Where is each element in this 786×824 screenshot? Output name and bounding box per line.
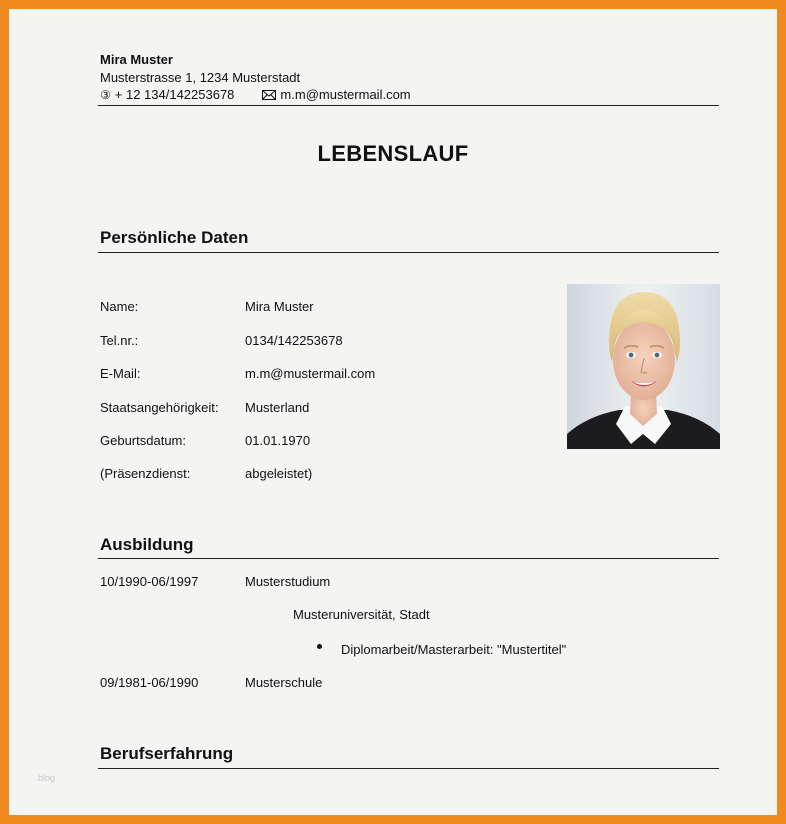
section-heading-personal: Persönliche Daten [100,228,249,247]
personal-value-nationality: Musterland [245,400,310,415]
contact-line [100,87,411,102]
personal-value-birthdate: 01.01.1970 [245,433,311,448]
education-title-1: Musterstudium [245,574,331,589]
personal-label-birthdate: Geburtsdatum: [100,433,186,448]
education-period-2: 09/1981-06/1990 [100,675,199,690]
header-divider [98,105,719,106]
portrait-photo [567,284,720,449]
bullet-icon [317,644,322,649]
personal-value-service: abgeleistet) [245,466,313,481]
education-period-1: 10/1990-06/1997 [100,574,199,589]
personal-value-email: m.m@mustermail.com [245,366,376,381]
envelope-icon [262,90,276,100]
section-divider-education [98,558,719,559]
education-detail-1: Musteruniversität, Stadt [293,607,430,622]
personal-label-email: E-Mail: [100,366,141,381]
section-heading-education: Ausbildung [100,535,194,554]
document-title: LEBENSLAUF [317,141,469,166]
applicant-address: Musterstrasse 1, 1234 Musterstadt [100,70,301,85]
personal-label-service: (Präsenzdienst: [100,466,191,481]
contact-email-block [262,87,410,102]
portrait-illustration [567,284,720,449]
phone-circle-icon: ③ [100,87,111,102]
contact-phone: + 12 134/142253678 [114,87,235,102]
personal-value-phone: 0134/142253678 [245,333,343,348]
section-divider-personal [98,252,719,253]
section-heading-experience: Berufserfahrung [100,744,234,763]
personal-label-name: Name: [100,299,139,314]
personal-value-name: Mira Muster [245,299,314,314]
section-divider-experience [98,768,719,769]
watermark-text: blog [38,773,56,783]
education-bullet-1: Diplomarbeit/Masterarbeit: "Mustertitel" [341,642,567,657]
education-title-2: Musterschule [245,675,323,690]
applicant-name: Mira Muster [100,52,173,67]
contact-email: m.m@mustermail.com [280,87,411,102]
personal-label-phone: Tel.nr.: [100,333,139,348]
personal-label-nationality: Staatsangehörigkeit: [100,400,219,415]
